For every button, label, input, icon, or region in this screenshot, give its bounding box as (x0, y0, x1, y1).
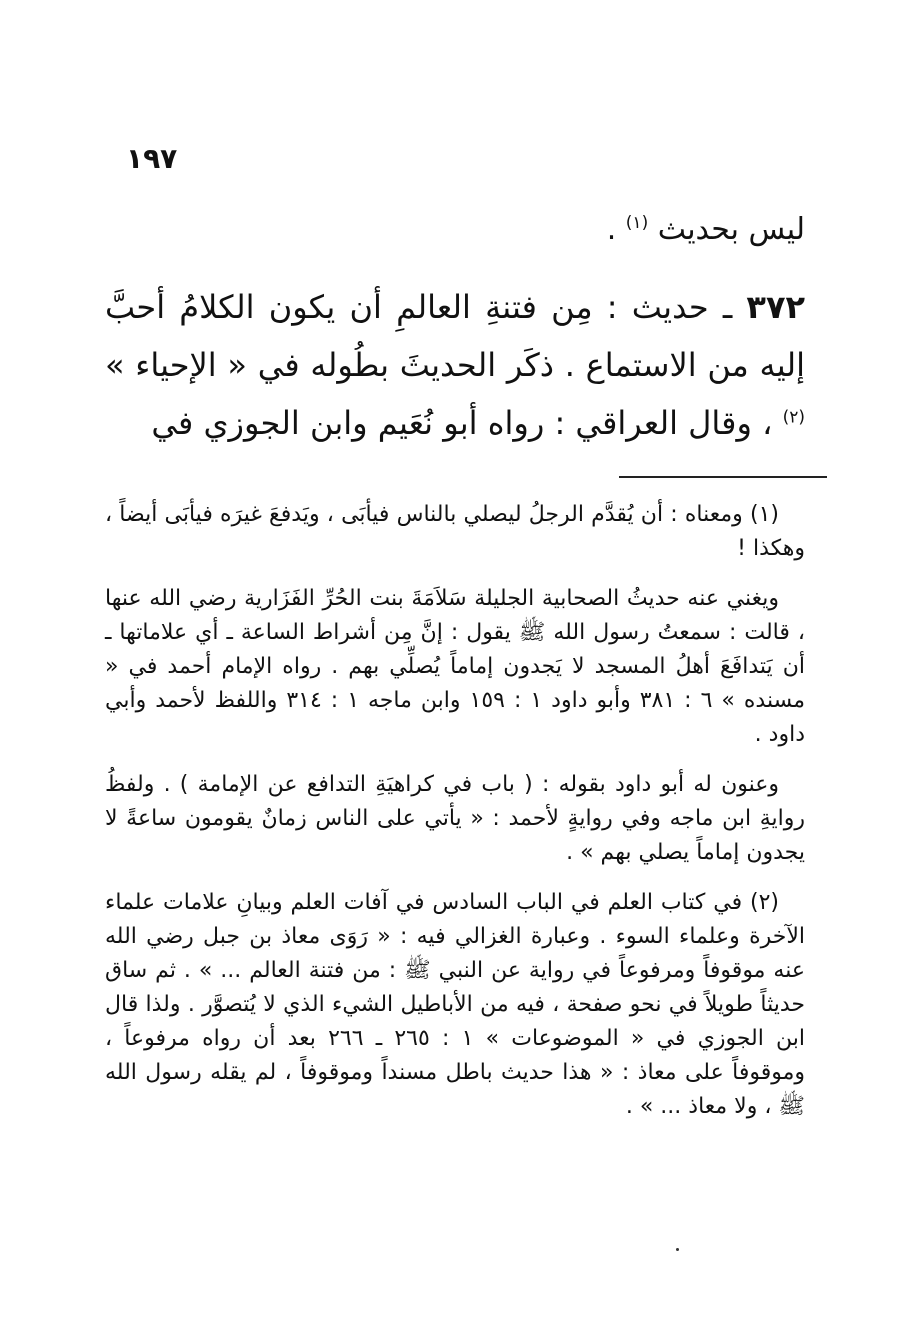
hadith-number: ٣٧٢ (746, 288, 806, 326)
print-speck (676, 1248, 679, 1251)
opening-line (607, 208, 805, 252)
hadith-text-part1: حديث : مِن فتنةِ العالمِ أن يكون الكلامُ أحبَّ إليه من الاستماع . ذكَر الحديثَ بطُوله في « الإحياء » (105, 288, 805, 384)
footnote-ref-1[interactable]: (١) (625, 213, 649, 233)
footnotes-section (105, 498, 805, 1140)
footnote-1-continued-b: وعنون له أبو داود بقوله : ( باب في كراهيَةِ التدافع عن الإمامة ) . ولفظُ روايةِ ابن ماجه وفي روايةٍ لأحمد : « يأتي على الناس زمانٌ يقومون ساعةً لا يجدون إماماً يصلي بهم » . (105, 772, 805, 865)
hadith-text-part2: ، وقال العراقي : رواه أبو نُعَيم وابن الجوزي في (151, 404, 783, 442)
footnote-2: (٢) في كتاب العلم في الباب السادس في آفات العلم وبيانِ علامات علماء الآخرة وعلماء السوء . وعبارة الغزالي فيه : « رَوَى معاذ بن جبل رضي الله عنه موقوفاً ومرفوعاً في رواية عن النبي ﷺ : من فتنة العالم ... » . ثم ساق حديثاً طويلاً في نحو صفحة ، فيه من الأباطيل الشيء الذي لا يُتصوَّر . ولذا قال ابن الجوزي في « الموضوعات » ١ : ٢٦٥ ـ ٢٦٦ بعد أن رواه مرفوعاً ، وموقوفاً على معاذ : « هذا حديث باطل مسنداً وموقوفاً ، لم يقله رسول الله ﷺ ، ولا معاذ ... » . (105, 890, 805, 1119)
footnote-1-continued-a: ويغني عنه حديثُ الصحابية الجليلة سَلاَمَةَ بنت الحُرِّ الفَزَارية رضي الله عنها ، قالت : سمعتُ رسول الله ﷺ يقول : إنَّ مِن أشراط الساعة ـ أي علاماتها ـ أن يَتدافَعَ أهلُ المسجد لا يَجدون إماماً يُصلِّي بهم . رواه الإمام أحمد في « مسنده » ٦ : ٣٨١ وأبو داود ١ : ١٥٩ وابن ماجه ١ : ٣١٤ واللفظ لأحمد وأبي داود . (105, 586, 805, 747)
opening-line-text: ليس بحديث (657, 212, 805, 247)
opening-line-end: . (606, 212, 617, 247)
footnote-1: (١) ومعناه : أن يُقدَّم الرجلُ ليصلي بالناس فيأبَى ، ويَدفعَ غيرَه فيأبَى أيضاً ، وهكذا ! (105, 502, 805, 561)
footnote-ref-2[interactable]: (٢) (782, 407, 805, 428)
page-number: ١٩٧ (126, 142, 178, 175)
footnote-divider (619, 476, 827, 478)
hadith-paragraph (105, 278, 805, 452)
hadith-dash: ـ (708, 288, 747, 326)
